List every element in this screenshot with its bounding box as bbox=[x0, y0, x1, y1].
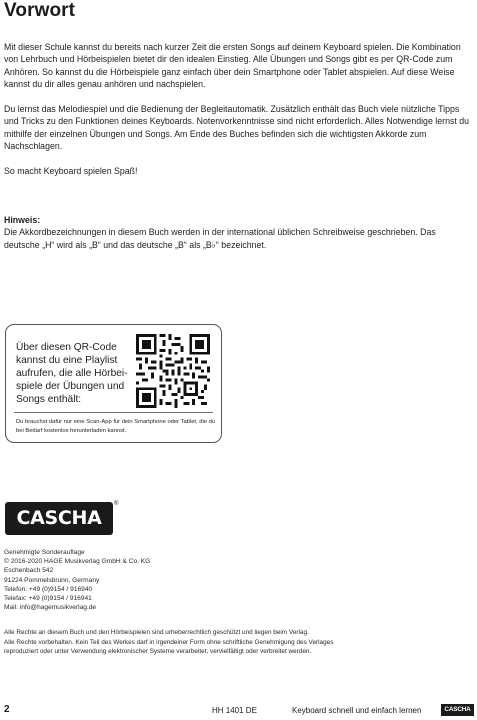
page-title: Vorwort bbox=[4, 0, 76, 21]
page-number: 2 bbox=[4, 704, 10, 715]
publisher-logo: CASCHA bbox=[5, 502, 113, 535]
qr-box-note: Du brauchst dafür nur eine Scan-App für dein Smartphone oder Tablet, die du bei Bedarf kostenlos herunterladen kannst. bbox=[16, 419, 216, 434]
imprint-line: © 2016-2020 HAGE Musikverlag GmbH & Co. KG bbox=[4, 558, 151, 566]
rights-line: reproduziert oder unter Verwendung elektronischer Systeme verarbeitet, vervielfältigt oder verbreitet werden. bbox=[4, 648, 312, 656]
imprint-line: Telefon: +49 (0)9154 / 916940 bbox=[4, 585, 93, 593]
qr-code-icon[interactable] bbox=[136, 334, 210, 408]
qr-box-divider bbox=[14, 412, 213, 413]
intro-paragraph-2: Du lernst das Melodiespiel und die Bedienung der Begleitautomatik. Zusätzlich enthält das Buch viele nützliche Tipps und Tricks zu den Funktionen deines Keyboards. Notenvorkenntnisse sind nicht erforderlich. Alles Notwendige lernst du mithilfe der einzelnen Übungen und Songs. Am Ende des Buches befinden sich die wichtigsten Akkorde zum Nachschlagen. bbox=[4, 104, 470, 151]
footer-logo: CASCHA bbox=[441, 704, 474, 716]
intro-paragraph-1: Mit dieser Schule kannst du bereits nach kurzer Zeit die ersten Songs auf deinem Keyboard spielen. Die Kombination von Lehrbuch und Hörbeispielen bietet dir den idealen Einstieg. Alle Übungen und Songs gibt es per QR-Code zum Anhören. So kannst du die Hörbeispiele ganz einfach über dein Smartphone oder Tablet abspielen. Auf diese Weise kannst du dir alles genau anhören und nachspielen. bbox=[4, 42, 461, 89]
rights-line: Alle Rechte an diesem Buch und den Hörbeispielen sind urheberrechtlich geschützt und liegen beim Verlag. bbox=[4, 629, 309, 636]
product-code: HH 1401 DE bbox=[212, 706, 257, 715]
imprint-line: Telefax: +49 (0)9154 / 916941 bbox=[4, 595, 92, 603]
qr-box-text: Über diesen QR-Code kannst du eine Playlist aufrufen, die alle Hörbei- spiele der Übungen und Songs enthält: bbox=[16, 342, 128, 405]
imprint-block bbox=[4, 548, 150, 612]
intro-paragraph-3: So macht Keyboard spielen Spaß! bbox=[4, 166, 138, 176]
imprint-line: 91224 Pommelsbrunn, Germany bbox=[4, 576, 100, 584]
imprint-line: Genehmigte Sonderauflage bbox=[4, 549, 85, 556]
hint-text: Die Akkordbezeichnungen in diesem Buch werden in der international üblichen Schreibweise geschrieben. Das deutsche „H“ wird als „B“ und das deutsche „B“ als „B♭“ bezeichnet. bbox=[4, 227, 436, 250]
qr-info-box bbox=[5, 324, 222, 443]
book-title: Keyboard schnell und einfach lernen bbox=[292, 706, 422, 715]
imprint-line: Eschenbach 542 bbox=[4, 567, 54, 575]
rights-notice bbox=[4, 628, 474, 657]
hint-block bbox=[4, 214, 472, 251]
imprint-email[interactable]: Mail: info@hagemusikverlag.de bbox=[4, 604, 97, 612]
rights-line: Alle Rechte vorbehalten. Kein Teil des Werkes darf in irgendeiner Form ohne schriftliche Genehmigung des Verlages bbox=[4, 638, 334, 646]
registered-mark: ® bbox=[114, 501, 119, 507]
hint-heading: Hinweis: bbox=[4, 215, 41, 225]
